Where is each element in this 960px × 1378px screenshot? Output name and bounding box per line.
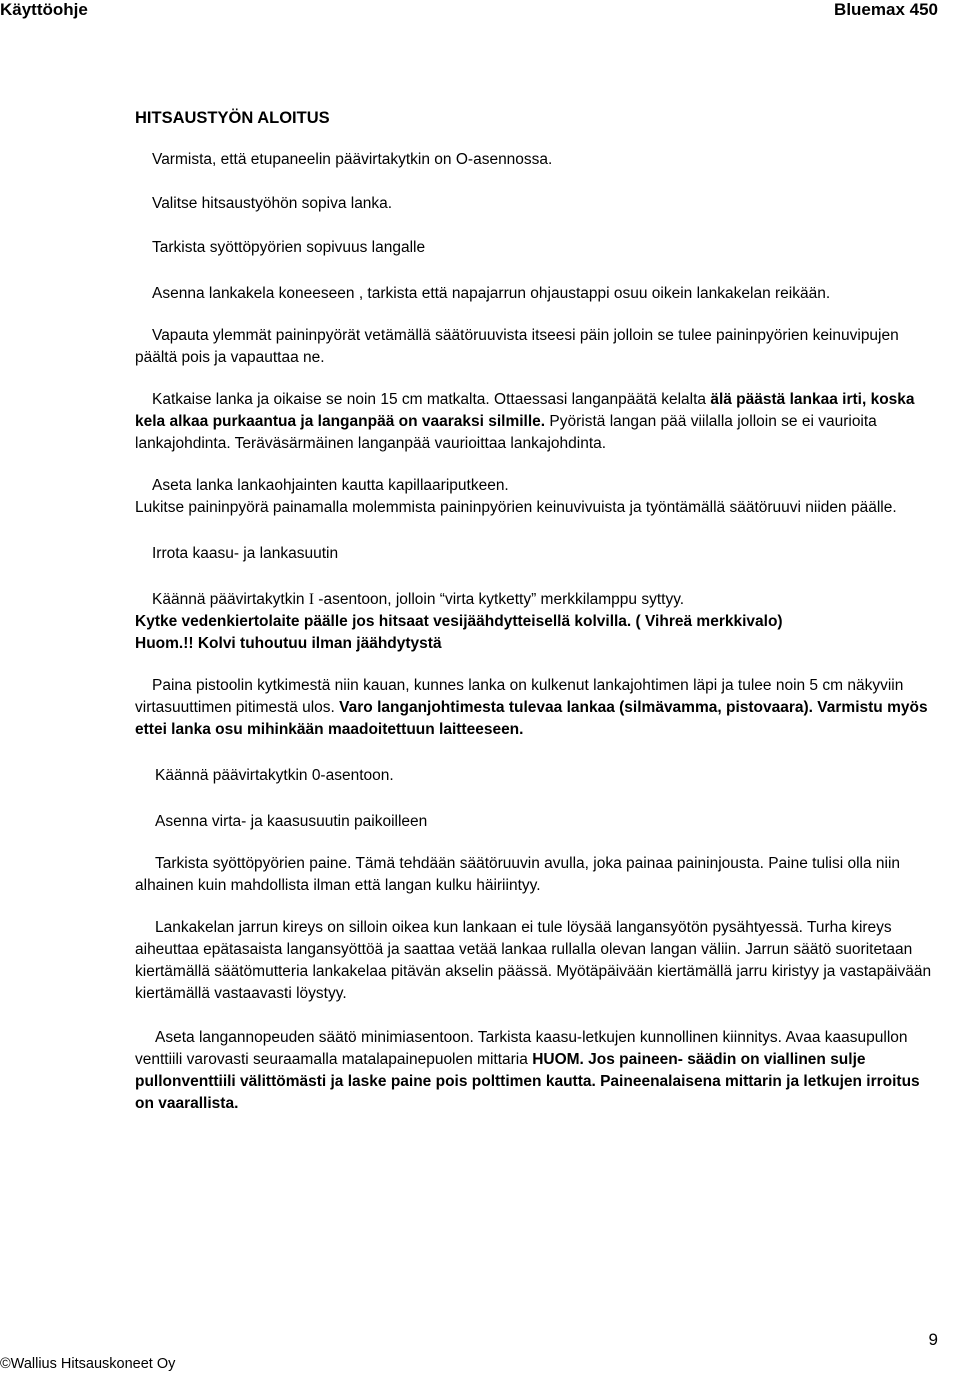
turn-on-text: Käännä päävirtakytkin: [152, 591, 309, 608]
paragraph-install-nozzles: Asenna virta- ja kaasusuutin paikoilleen: [155, 813, 428, 830]
paragraph-thread-wire: Aseta lanka lankaohjainten kautta kapillaariputkeen.: [152, 477, 509, 494]
feed-wire-warning: Varo langanjohtimesta tulevaa lankaa (silmävamma, pistovaara). Varmistu myös ettei lanka osu mihinkään maadoitettuun laitteeseen.: [135, 699, 928, 738]
paragraph-main-switch-check: Varmista, että etupaneelin päävirtakytkin on O-asennossa.: [152, 151, 553, 168]
section-title: HITSAUSTYÖN ALOITUS: [135, 109, 330, 127]
paragraph-lock-press-roll: Lukitse paininpyörä painamalla molemmista paininpyörien keinuvivuista ja työntämällä säätöruuvi niiden päälle.: [135, 499, 897, 516]
cut-wire-text: Katkaise lanka ja oikaise se noin 15 cm matkalta. Ottaessasi langanpäätä kelalta: [152, 391, 711, 408]
paragraph-cut-wire: [135, 389, 935, 455]
paragraph-water-cooler: Kytke vedenkiertolaite päälle jos hitsaat vesijäähdytteisellä kolvilla. ( Vihreä merkkivalo): [135, 613, 783, 630]
paragraph-release-press-rolls: Vapauta ylemmät paininpyörät vetämällä säätöruuvista itseesi päin jolloin se tulee paininpyörien keinuvipujen päältä pois ja vapauttaa ne.: [135, 327, 899, 366]
roman-one-symbol: I: [308, 591, 314, 608]
paragraph-cooling-warning: Huom.!! Kolvi tuhoutuu ilman jäähdytystä: [135, 635, 442, 652]
paragraph-select-wire: Valitse hitsaustyöhön sopiva lanka.: [152, 195, 393, 212]
paragraph-feed-wire: [135, 675, 935, 741]
feed-wire-text: Paina pistoolin kytkimestä niin kauan, kunnes lanka on kulkenut lankajohtimen läpi ja tulee noin 5 cm näkyviin virtasuuttimen pitimestä ulos.: [135, 677, 904, 716]
paragraph-turn-on-switch: [135, 589, 935, 611]
paragraph-check-feed-rolls: Tarkista syöttöpyörien sopivuus langalle: [152, 239, 426, 256]
cut-wire-warning: älä päästä lankaa irti, koska kela alkaa purkaantua ja langanpää on vaaraksi silmille.: [135, 391, 915, 430]
paragraph-check-roll-pressure: Tarkista syöttöpyörien paine. Tämä tehdään säätöruuvin avulla, joka painaa paininjousta. Paine tulisi olla niin alhainen kuin mahdollista ilman että langan kulku häiriintyy.: [135, 855, 901, 894]
footer-copyright: ©Wallius Hitsauskoneet Oy: [0, 1356, 176, 1372]
gas-setup-text: Aseta langannopeuden säätö minimiasentoon. Tarkista kaasu-letkujen kunnollinen kiinnitys. Avaa kaasupullon venttiili varovasti seuraamalla matalapainepuolen mittaria: [135, 1029, 908, 1068]
paragraph-turn-off-switch: Käännä päävirtakytkin 0-asentoon.: [155, 767, 394, 784]
header-product-name: Bluemax 450: [834, 0, 938, 19]
header-manual-title: Käyttöohje: [0, 0, 88, 19]
page-number: 9: [928, 1330, 938, 1349]
cut-wire-rounding: Pyöristä langan pää viilalla jolloin se ei vaurioita lankajohdinta. Teräväsärmäinen langanpää vaurioittaa lankajohdinta.: [135, 413, 877, 452]
paragraph-remove-nozzles: Irrota kaasu- ja lankasuutin: [152, 545, 339, 562]
turn-on-indicator: -asentoon, jolloin “virta kytketty” merkkilamppu syttyy.: [314, 591, 685, 608]
paragraph-gas-setup: [135, 1027, 935, 1115]
gas-setup-warning: HUOM. Jos paineen- säädin on viallinen sulje pullonventtiili välittömästi ja laske paine pois polttimen kautta. Paineenalaisena mittarin ja letkujen irroitus on vaarallista.: [135, 1051, 920, 1112]
document-body: [135, 107, 935, 1115]
paragraph-install-spool: Asenna lankakela koneeseen , tarkista että napajarrun ohjaustappi osuu oikein lankakelan reikään.: [152, 285, 831, 302]
paragraph-spool-brake: Lankakelan jarrun kireys on silloin oikea kun lankaan ei tule löysää langansyötön pysähtyessä. Turha kireys aiheuttaa epätasaista langansyöttöä ja saattaa vetää lankaa rullalla olevan langan väliin. Jarrun säätö suoritetaan kiertämällä säätömutteria lankakelaa pitävän akselin päässä. Myötäpäivään kiertämällä jarru kiristyy ja vastapäivään kiertämällä vastaavasti löystyy.: [135, 919, 932, 1002]
